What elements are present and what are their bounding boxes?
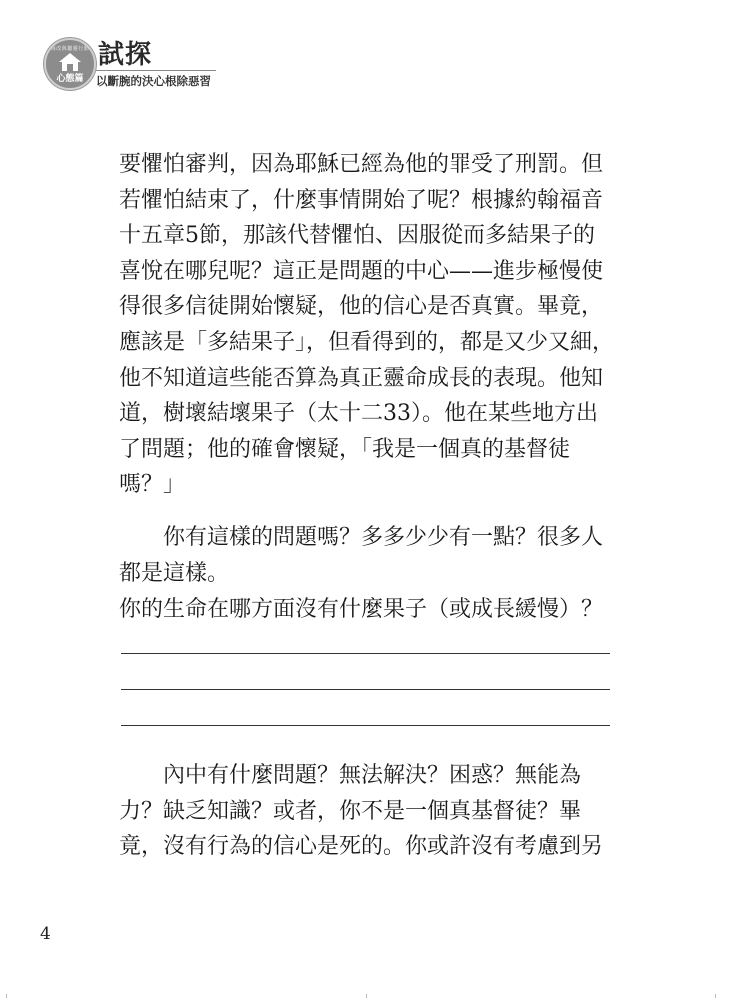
body-paragraph-1: 要懼怕審判，因為耶穌已經為他的罪受了刑罰。但若懼怕結束了，什麼事情開始了呢？根據約翰福音十五章5節，那該代替懼怕、因服從而多結果子的喜悅在哪兒呢？這正是問題的中心——進步極慢使得很多信徒開始懷疑，他的信心是否真實。畢竟，應該是「多結果子」，但看得到的，都是又少又細，他不知道這些能否算為真正靈命成長的表現。他知道，樹壞結壞果子（太十二33）。他在某些地方出了問題；他的確會懷疑，「我是一個真的基督徒嗎？」 (119, 152, 615, 498)
chapter-title: 試探 (98, 40, 153, 70)
body-paragraph-2: 你有這樣的問題嗎？多多少少有一點？很多人都是這樣。 (119, 525, 604, 586)
section-badge (44, 38, 96, 90)
crop-mark (715, 994, 716, 998)
reflection-question: 你的生命在哪方面沒有什麼果子（或成長緩慢）？ (119, 597, 604, 622)
page-number: 4 (40, 924, 51, 944)
answer-line (121, 689, 610, 690)
chapter-subtitle: 以斷腕的決心根除惡習 (96, 74, 211, 88)
badge-arc-text: 悔改與屬靈行動 (50, 46, 90, 52)
title-divider (96, 70, 216, 71)
body-paragraph-3: 內中有什麼問題？無法解決？困惑？無能為力？缺乏知識？或者，你不是一個真基督徒？畢竟，沒有行為的信心是死的。你或許沒有考慮到另 (119, 763, 604, 860)
answer-line (121, 725, 610, 726)
crop-mark (366, 994, 367, 998)
crop-mark (6, 994, 7, 998)
house-icon (46, 52, 94, 72)
badge-label: 心態篇 (56, 74, 84, 84)
answer-line (121, 653, 610, 654)
